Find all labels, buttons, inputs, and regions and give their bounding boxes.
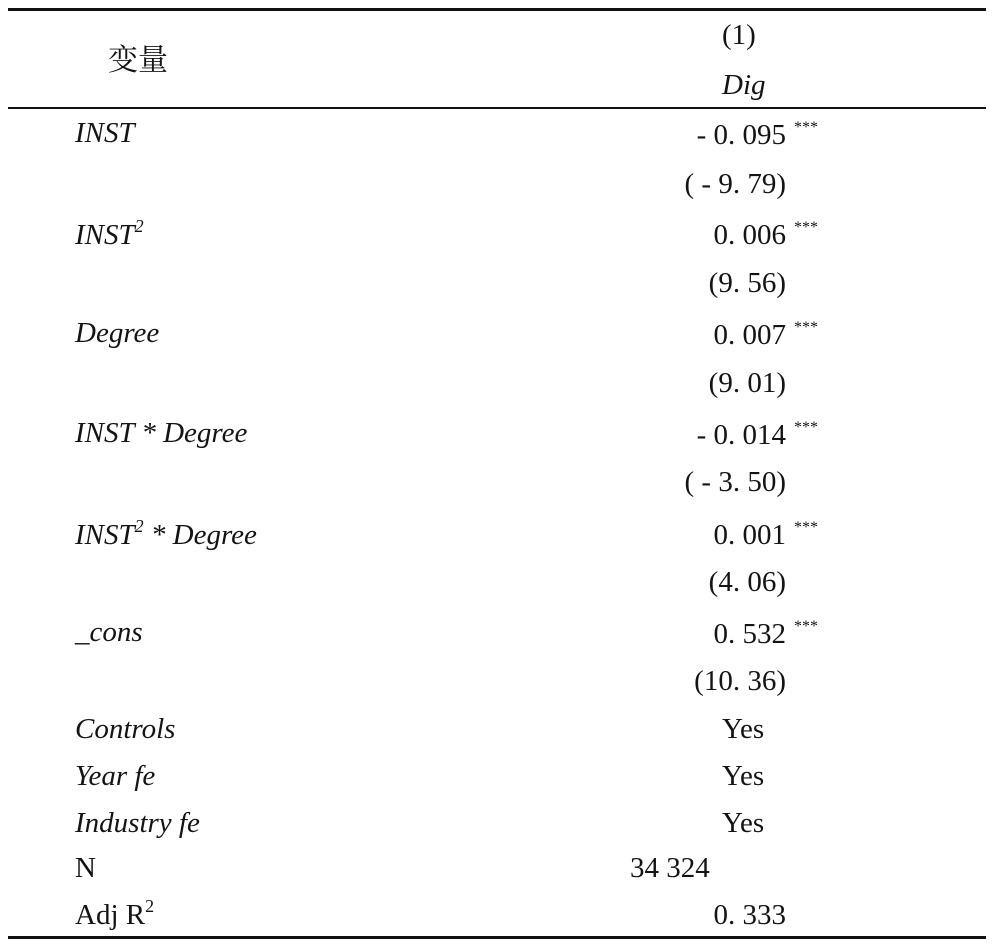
coefficient-value: 0. 001 xyxy=(713,519,786,551)
row-label: INST xyxy=(75,117,135,149)
coefficient-value: 0. 532 xyxy=(713,618,786,650)
row-label-superscript: 2 xyxy=(134,216,144,236)
row-label: Degree xyxy=(75,317,160,349)
t-statistic: ( - 9. 79) xyxy=(684,168,786,200)
summary-value: Yes xyxy=(722,807,765,839)
row-label: INST * Degree xyxy=(75,417,248,449)
header-rule xyxy=(8,107,986,109)
row-label-suffix: * Degree xyxy=(143,519,257,551)
significance-stars: *** xyxy=(794,319,818,336)
significance-stars: *** xyxy=(794,519,818,536)
summary-label: Controls xyxy=(75,713,176,745)
coefficient-value: - 0. 095 xyxy=(696,119,786,151)
coefficient-value: - 0. 014 xyxy=(696,419,786,451)
t-statistic: (9. 56) xyxy=(708,267,786,299)
summary-value: Yes xyxy=(722,760,765,792)
significance-stars: *** xyxy=(794,419,818,436)
row-label-superscript: 2 xyxy=(134,516,144,536)
t-statistic: (4. 06) xyxy=(708,566,786,598)
significance-stars: *** xyxy=(794,618,818,635)
bottom-rule xyxy=(8,936,986,939)
summary-label-text: Adj R xyxy=(75,899,146,931)
summary-label: N xyxy=(75,852,96,884)
row-label: _cons xyxy=(75,616,143,648)
summary-label xyxy=(75,898,154,932)
t-statistic: (9. 01) xyxy=(708,367,786,399)
coefficient-value: 0. 006 xyxy=(713,219,786,251)
column-number-header: (1) xyxy=(722,19,756,51)
significance-stars: *** xyxy=(794,219,818,236)
row-label-text: INST xyxy=(75,219,135,251)
summary-value: Yes xyxy=(722,713,765,745)
variable-header: 变量 xyxy=(108,44,168,77)
t-statistic: (10. 36) xyxy=(694,665,786,697)
summary-label: Industry fe xyxy=(75,807,200,839)
row-label xyxy=(75,218,144,252)
dependent-variable-header: Dig xyxy=(722,69,766,101)
significance-stars: *** xyxy=(794,119,818,136)
summary-label-superscript: 2 xyxy=(145,896,155,916)
row-label-text: INST xyxy=(75,519,135,551)
top-rule xyxy=(8,8,986,11)
summary-value: 0. 333 xyxy=(713,899,786,931)
summary-label: Year fe xyxy=(75,760,156,792)
summary-value: 34 324 xyxy=(630,852,710,884)
row-label xyxy=(75,518,257,552)
coefficient-value: 0. 007 xyxy=(713,319,786,351)
t-statistic: ( - 3. 50) xyxy=(684,466,786,498)
